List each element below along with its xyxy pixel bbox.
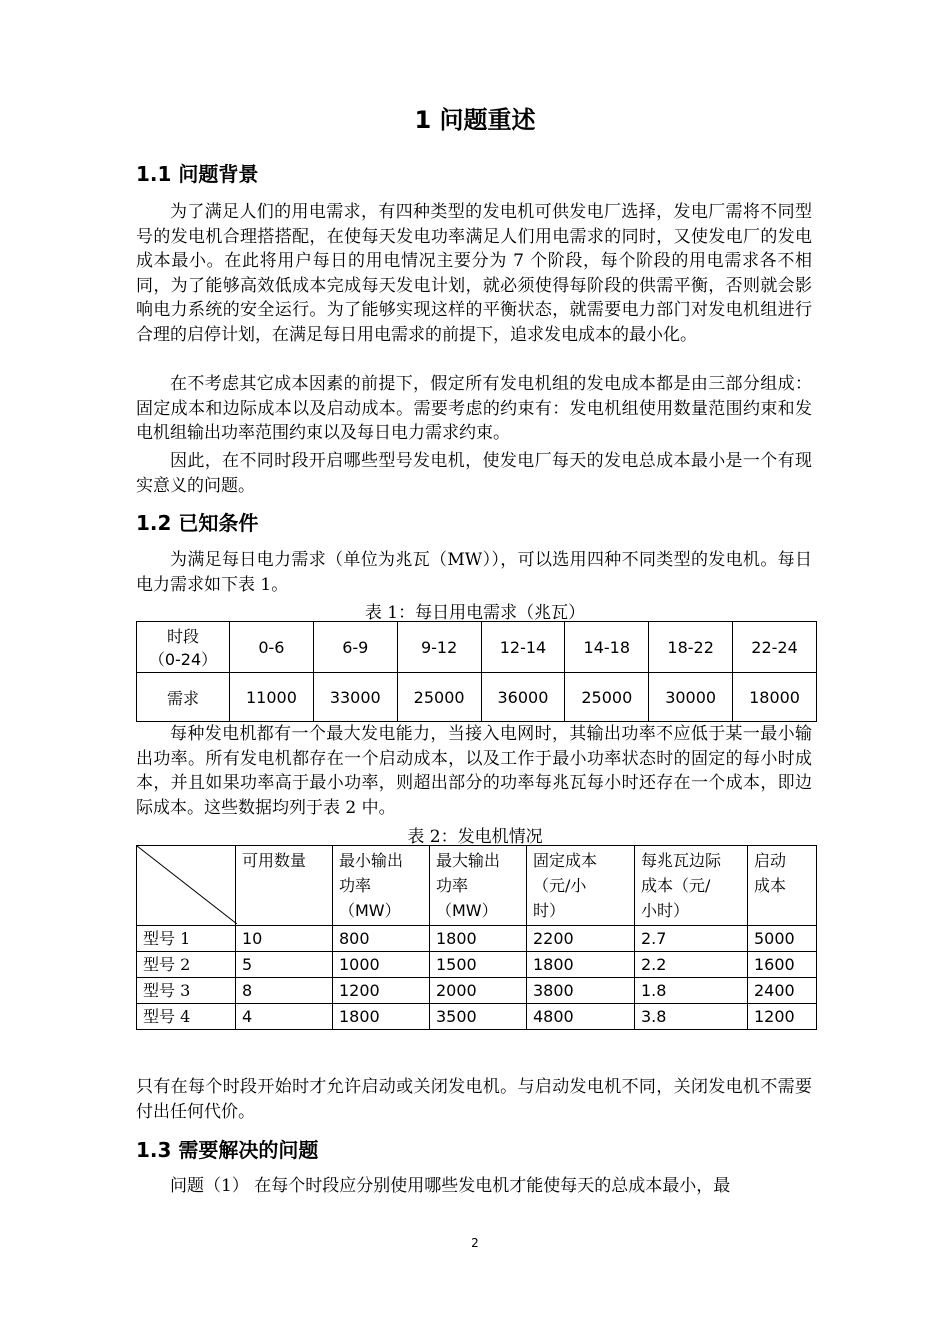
- paragraph-problem-1: 问题（1） 在每个时段应分别使用哪些发电机才能使每天的总成本最小，最: [170, 1176, 731, 1196]
- section-heading-problems: 1.3 需要解决的问题: [136, 1138, 319, 1162]
- header-cell-min-power: [333, 846, 430, 926]
- data-cell: 1.8: [635, 978, 748, 1004]
- data-cell: 2000: [430, 978, 527, 1004]
- header-cell-startup-cost: [748, 846, 817, 926]
- data-cell: 8: [236, 978, 333, 1004]
- header-cell-max-power: [430, 846, 527, 926]
- paragraph-known-2: 每种发电机都有一个最大发电能力，当接入电网时，其输出功率不应低于某一最小输出功率。所有发电机都存在一个启动成本，以及工作于最小功率状态时的固定的每小时成本，并且如果功率高于最小功率，则超出部分的功率每兆瓦每小时还存在一个成本，即边际成本。这些数据均列于表 2 中。: [136, 724, 812, 818]
- data-cell: 10: [236, 926, 333, 952]
- paragraph-background-1: 为了满足人们的用电需求，有四种类型的发电机可供发电厂选择，发电厂需将不同型号的发电机合理搭搭配，在使每天发电功率满足人们用电需求的同时，又使发电厂的发电成本最小。在此将用户每日的用电情况主要分为 7 个阶段，每个阶段的用电需求各不相同，为了能够高效低成本完成每天发电计划，就必须使得每阶段的供需平衡，否则就会影响电力系统的安全运行。为了能够实现这样的平衡状态，就需要电力部门对发电机组进行合理的启停计划，在满足每日用电需求的前提下，追求发电成本的最小化。: [136, 202, 812, 345]
- demand-cell: 30000: [649, 673, 733, 722]
- header-line: 最小输出: [339, 851, 404, 870]
- data-cell: 2.7: [635, 926, 748, 952]
- data-cell: 1800: [527, 952, 635, 978]
- data-cell: 800: [333, 926, 430, 952]
- demand-cell: 25000: [397, 673, 481, 722]
- header-line: 固定成本: [533, 851, 598, 870]
- section-heading-known-conditions: 1.2 已知条件: [136, 511, 259, 535]
- demand-cell: 11000: [230, 673, 314, 722]
- period-cell: 18-22: [649, 622, 733, 673]
- period-label-cell: [137, 622, 230, 673]
- data-cell: 1500: [430, 952, 527, 978]
- table-row: [137, 978, 817, 1004]
- table-row: [137, 926, 817, 952]
- period-label-line1: 时段: [166, 627, 199, 646]
- data-cell: 1800: [333, 1004, 430, 1030]
- period-label-line2: （0-24）: [148, 650, 218, 669]
- paragraph-known-3: 只有在每个时段开始时才允许启动或关闭发电机。与启动发电机不同，关闭发电机不需要付出任何代价。: [136, 1077, 812, 1122]
- header-line: 成本: [754, 876, 787, 895]
- header-line: （元/小: [533, 876, 587, 895]
- demand-cell: 18000: [733, 673, 817, 722]
- period-cell: 14-18: [565, 622, 649, 673]
- data-cell: 3500: [430, 1004, 527, 1030]
- table-row: [137, 952, 817, 978]
- period-cell: 12-14: [481, 622, 565, 673]
- header-line: 每兆瓦边际: [641, 851, 722, 870]
- data-cell: 4: [236, 1004, 333, 1030]
- header-line: 功率: [339, 876, 372, 895]
- header-line: 时）: [533, 901, 566, 920]
- data-cell: 1600: [748, 952, 817, 978]
- header-cell-count: [236, 846, 333, 926]
- data-cell: 1000: [333, 952, 430, 978]
- data-cell: 2.2: [635, 952, 748, 978]
- header-line: 可用数量: [242, 851, 307, 870]
- daily-demand-table: [136, 621, 817, 722]
- demand-cell: 25000: [565, 673, 649, 722]
- table-row: [137, 622, 817, 673]
- diagonal-header-cell: [137, 846, 236, 926]
- header-line: （MW）: [436, 901, 498, 920]
- paragraph-background-2: 在不考虑其它成本因素的前提下，假定所有发电机组的发电成本都是由三部分组成：固定成本和边际成本以及启动成本。需要考虑的约束有：发电机组使用数量范围约束和发电机组输出功率范围约束以及每日电力需求约束。: [136, 374, 812, 443]
- section-heading-background: 1.1 问题背景: [136, 162, 259, 186]
- page-number: 2: [471, 1236, 479, 1250]
- header-line: 小时）: [641, 901, 690, 920]
- data-cell: 3800: [527, 978, 635, 1004]
- data-cell: 1200: [748, 1004, 817, 1030]
- model-cell: 型号 4: [137, 1004, 236, 1030]
- period-cell: 0-6: [230, 622, 314, 673]
- demand-label-cell: 需求: [137, 673, 230, 722]
- model-cell: 型号 3: [137, 978, 236, 1004]
- data-cell: 2400: [748, 978, 817, 1004]
- data-cell: 4800: [527, 1004, 635, 1030]
- header-line: （MW）: [339, 901, 401, 920]
- data-cell: 2200: [527, 926, 635, 952]
- data-cell: 5000: [748, 926, 817, 952]
- table-row: [137, 1004, 817, 1030]
- period-cell: 22-24: [733, 622, 817, 673]
- header-line: 最大输出: [436, 851, 501, 870]
- data-cell: 1800: [430, 926, 527, 952]
- header-cell-marginal-cost: [635, 846, 748, 926]
- header-line: 成本（元/: [641, 876, 711, 895]
- diagonal-line: [137, 846, 237, 924]
- demand-cell: 36000: [481, 673, 565, 722]
- data-cell: 5: [236, 952, 333, 978]
- table2-caption: 表 2：发电机情况: [407, 827, 543, 847]
- table1-caption: 表 1：每日用电需求（兆瓦）: [364, 603, 586, 623]
- paragraph-background-3: 因此，在不同时段开启哪些型号发电机，使发电厂每天的发电总成本最小是一个有现实意义的问题。: [136, 451, 812, 496]
- header-line: 功率: [436, 876, 469, 895]
- model-cell: 型号 1: [137, 926, 236, 952]
- period-cell: 9-12: [397, 622, 481, 673]
- paragraph-known-1: 为满足每日电力需求（单位为兆瓦（MW）），可以选用四种不同类型的发电机。每日电力需求如下表 1。: [136, 550, 812, 595]
- table-row: [137, 673, 817, 722]
- generator-table: [136, 845, 817, 1030]
- data-cell: 1200: [333, 978, 430, 1004]
- header-line: 启动: [754, 851, 787, 870]
- header-cell-fixed-cost: [527, 846, 635, 926]
- table-header-row: [137, 846, 817, 926]
- demand-cell: 33000: [313, 673, 397, 722]
- model-cell: 型号 2: [137, 952, 236, 978]
- data-cell: 3.8: [635, 1004, 748, 1030]
- period-cell: 6-9: [313, 622, 397, 673]
- page-title: 1 问题重述: [414, 106, 536, 134]
